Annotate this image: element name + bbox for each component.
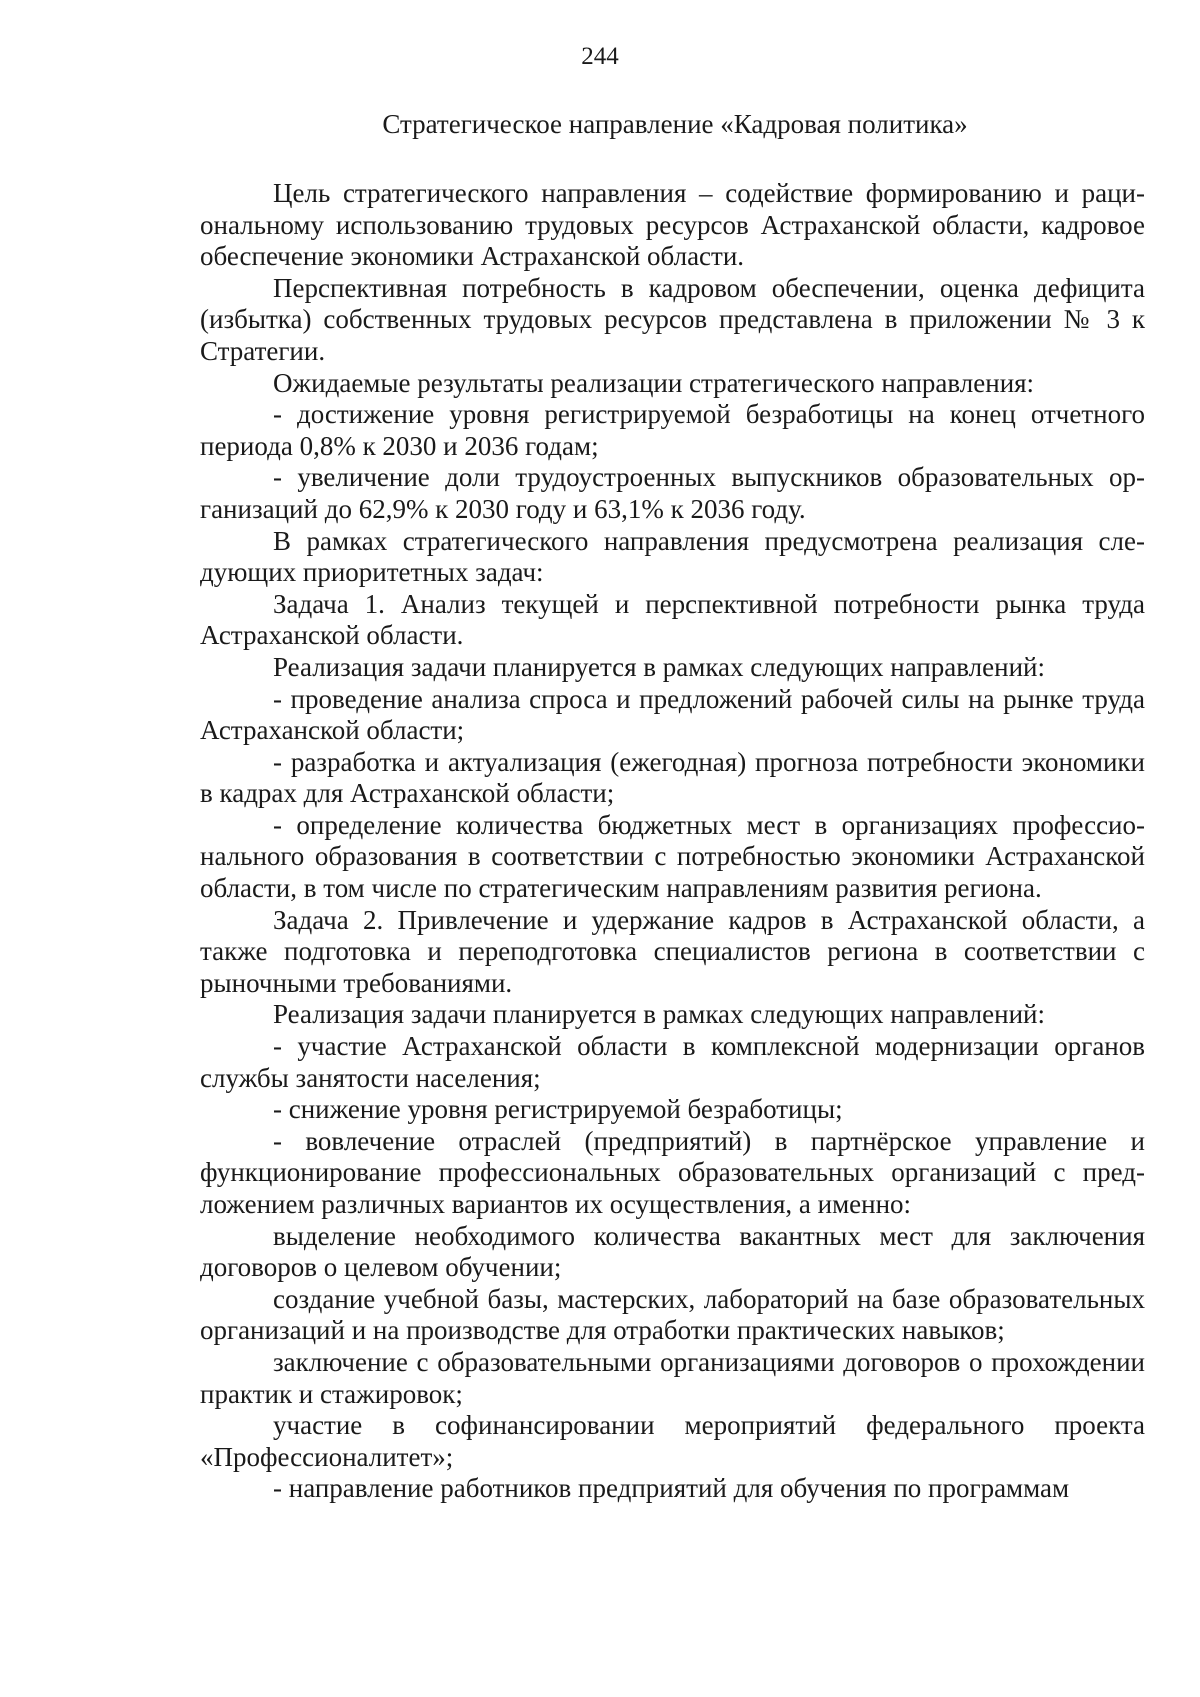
list-item: - снижение уровня регистрируемой безработицы; — [273, 1094, 843, 1125]
paragraph-priority-tasks: В рамках стратегического направления предусмотрена реализация следующих приоритетных задач: — [200, 525, 1145, 588]
paragraph-task-directions: Реализация задачи планируется в рамках следующих направлений: — [273, 999, 1045, 1030]
list-item: - участие Астраханской области в комплексной модернизации органов службы занятости населения; — [200, 1031, 1145, 1093]
paragraph-task-directions: Реализация задачи планируется в рамках следующих направлений: — [273, 651, 1045, 682]
page-number: 244 — [581, 43, 619, 70]
task-1-heading: Задача 1. Анализ текущей и перспективной потребности рынка труда Астраханской области. — [200, 588, 1145, 651]
sub-list-item: участие в софинансировании мероприятий федерального проекта «Профессионалитет»; — [200, 1410, 1145, 1472]
sub-list-item: заключение с образовательными организациями договоров о прохождении практик и стажировок; — [200, 1346, 1145, 1409]
section-title: Стратегическое направление «Кадровая политика» — [382, 109, 968, 139]
list-item: - увеличение доли трудоустроенных выпускников образовательных организаций до 62,9% к 2030 году и 63,1% к 2036 году. — [200, 462, 1145, 524]
paragraph-goal: Цель стратегического направления – содействие формированию и рациональному использованию трудовых ресурсов Астраханской области, кадровое обеспечение экономики Астраханской области. — [200, 178, 1145, 272]
list-item: - направление работников предприятий для обучения по программам — [273, 1473, 1070, 1504]
body-text — [200, 178, 1145, 1505]
paragraph-expected-results: Ожидаемые результаты реализации стратегического направления: — [273, 367, 1035, 398]
sub-list-item: создание учебной базы, мастерских, лабораторий на базе образовательных организаций и на производстве для отработки практических навыков; — [200, 1283, 1145, 1346]
list-item: - разработка и актуализация (ежегодная) прогноза потребности экономики в кадрах для Астраханской области; — [200, 746, 1145, 809]
paragraph-staffing-need: Перспективная потребность в кадровом обеспечении, оценка дефицита (избытка) собственных трудовых ресурсов представлена в приложении № 3 к Стратегии. — [200, 272, 1145, 366]
task-2-heading: Задача 2. Привлечение и удержание кадров в Астраханской области, а также подготовка и переподготовка специалистов региона в соответствии с рыночными требованиями. — [200, 904, 1145, 998]
list-item: - вовлечение отраслей (предприятий) в партнёрское управление и функционирование профессиональных образовательных организаций с предложением различных вариантов их осуществления, а именно: — [200, 1125, 1145, 1219]
sub-list-item: выделение необходимого количества вакантных мест для заключения договоров о целевом обучении; — [200, 1220, 1145, 1283]
list-item: - проведение анализа спроса и предложений рабочей силы на рынке труда Астраханской области; — [200, 683, 1145, 746]
list-item: - достижение уровня регистрируемой безработицы на конец отчетного периода 0,8% к 2030 и 2036 годам; — [200, 399, 1145, 461]
list-item: - определение количества бюджетных мест в организациях профессионального образования в соответствии с потребностью экономики Астраханской области, в том числе по стратегическим направлениям развития региона. — [200, 809, 1145, 904]
